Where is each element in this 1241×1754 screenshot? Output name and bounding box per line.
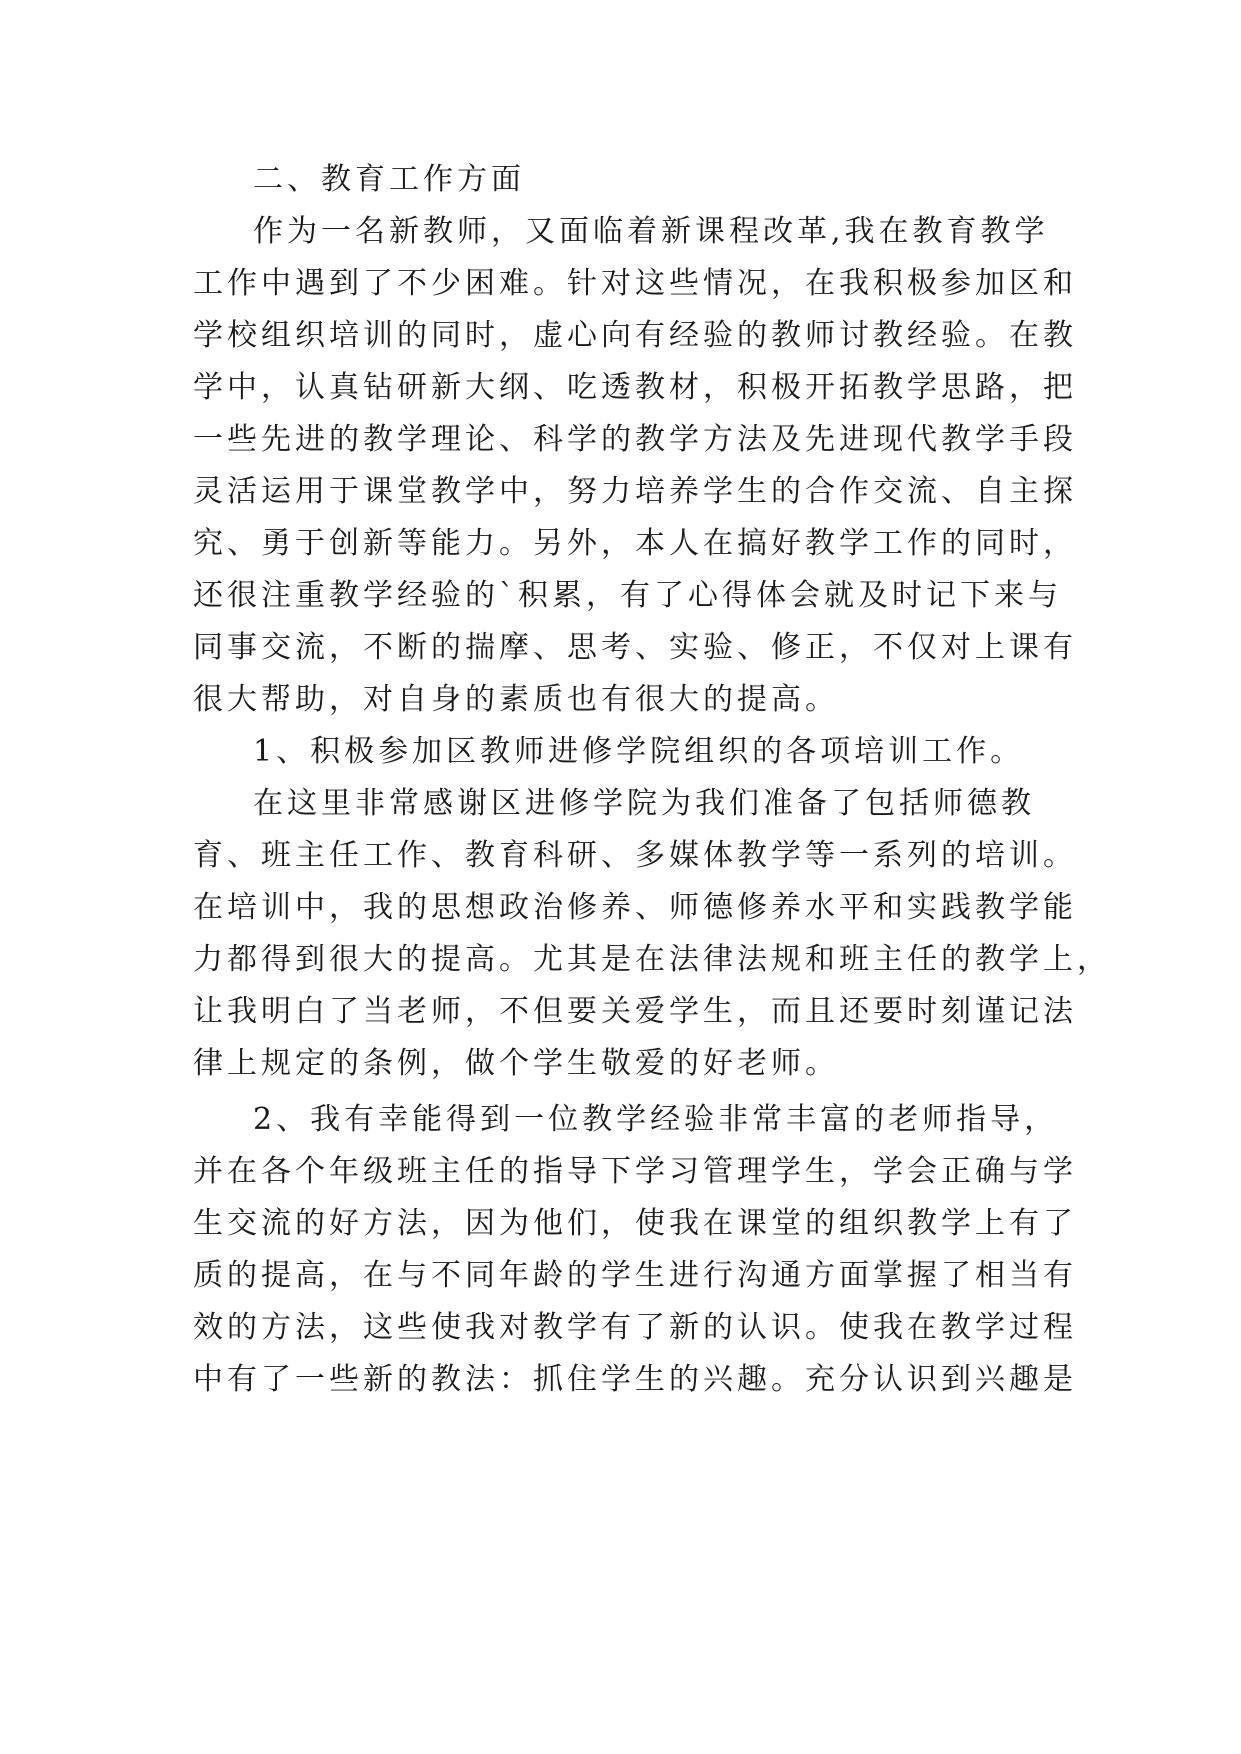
text-line: 在培训中，我的思想政治修养、师德修养水平和实践教学能 [193, 890, 1077, 925]
text-line: 作为一名新教师，又面临着新课程改革,我在教育教学 [253, 214, 1049, 249]
section-heading: 二、教育工作方面 [253, 162, 525, 197]
text-line: 质的提高，在与不同年龄的学生进行沟通方面掌握了相当有 [193, 1258, 1077, 1293]
text-line: 还很注重教学经验的`积累，有了心得体会就及时记下来与 [193, 578, 1062, 613]
text-line: 同事交流，不断的揣摩、思考、实验、修正，不仅对上课有 [193, 630, 1077, 665]
text-line: 一些先进的教学理论、科学的教学方法及先进现代教学手段 [193, 422, 1077, 457]
text-line: 在这里非常感谢区进修学院为我们准备了包括师德教 [253, 786, 1035, 821]
text-line: 生交流的好方法，因为他们，使我在课堂的组织教学上有了 [193, 1206, 1077, 1241]
text-line: 究、勇于创新等能力。另外，本人在搞好教学工作的同时， [193, 526, 1077, 561]
text-line: 力都得到很大的提高。尤其是在法律法规和班主任的教学上， [193, 942, 1111, 977]
text-line: 学校组织培训的同时，虚心向有经验的教师讨教经验。在教 [193, 318, 1077, 353]
text-line: 让我明白了当老师，不但要关爱学生，而且还要时刻谨记法 [193, 994, 1077, 1029]
text-line: 学中，认真钻研新大纲、吃透教材，积极开拓教学思路，把 [193, 370, 1077, 405]
list-item-heading: 1、积极参加区教师进修学院组织的各项培训工作。 [253, 734, 1025, 769]
text-line: 效的方法，这些使我对教学有了新的认识。使我在教学过程 [193, 1310, 1077, 1345]
text-line: 育、班主任工作、教育科研、多媒体教学等一系列的培训。 [193, 838, 1077, 873]
list-item-heading: 2、我有幸能得到一位教学经验非常丰富的老师指导， [253, 1102, 1059, 1137]
text-line: 工作中遇到了不少困难。针对这些情况，在我积极参加区和 [193, 266, 1077, 301]
text-line: 中有了一些新的教法：抓住学生的兴趣。充分认识到兴趣是 [193, 1362, 1077, 1397]
text-line: 灵活运用于课堂教学中，努力培养学生的合作交流、自主探 [193, 474, 1077, 509]
text-line: 很大帮助，对自身的素质也有很大的提高。 [193, 682, 839, 717]
text-line: 并在各个年级班主任的指导下学习管理学生，学会正确与学 [193, 1154, 1077, 1189]
text-line: 律上规定的条例，做个学生敬爱的好老师。 [193, 1046, 839, 1081]
